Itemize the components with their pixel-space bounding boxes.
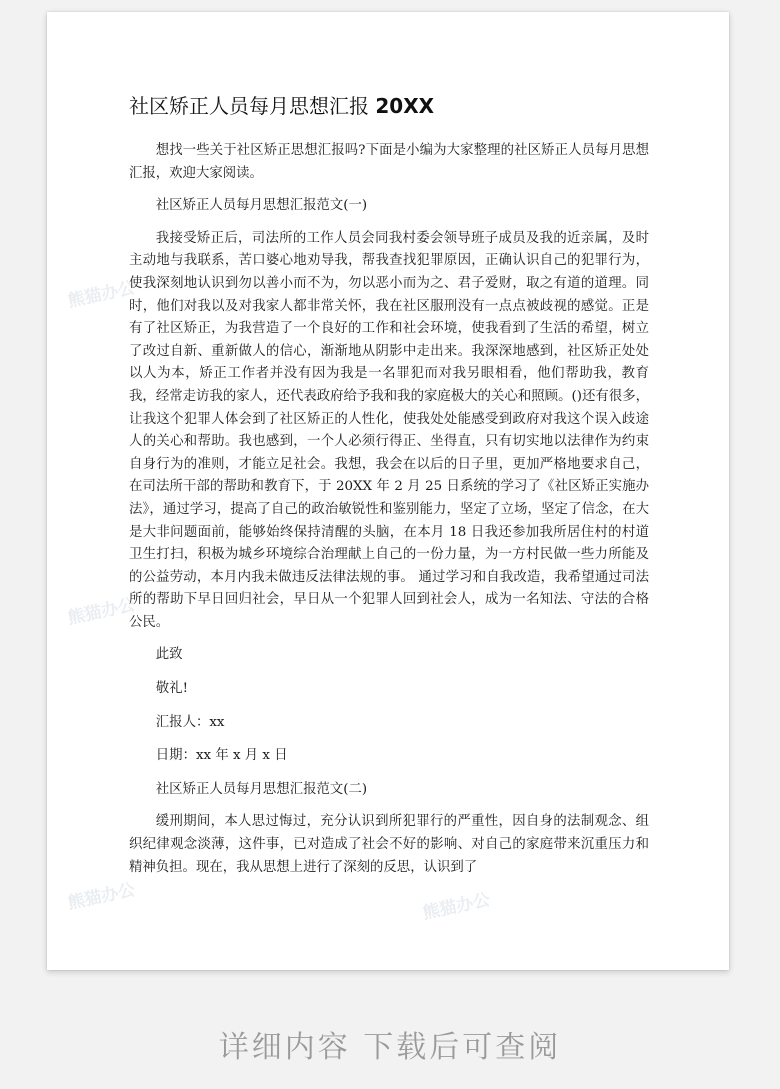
title-text: 社区矫正人员每月思想汇报 bbox=[129, 94, 369, 118]
watermark: 熊猫办公 bbox=[66, 880, 137, 914]
closing-line-2: 敬礼! bbox=[155, 681, 188, 697]
download-prompt: 详细内容 下载后可查阅 bbox=[218, 1030, 562, 1065]
section1-heading: 社区矫正人员每月思想汇报范文(一) bbox=[155, 198, 368, 214]
watermark: 熊猫办公 bbox=[66, 595, 137, 629]
document-content bbox=[129, 90, 649, 889]
title-year: 20XX bbox=[375, 94, 435, 118]
closing-line-1: 此致 bbox=[155, 647, 183, 663]
section1-body: 我接受矫正后，司法所的工作人员会同我村委会领导班子成员及我的近亲属，及时主动地与我联系，苦口婆心地劝导我，帮我查找犯罪原因，正确认识自己的犯罪行为，使我深刻地认识到勿以善小而不为，勿以恶小而为之、君子爱财，取之有道的道理。同时，他们对我以及对我家人都非常关怀，我在社区服刑没有一点点被歧视的感觉。正是有了社区矫正，为我营造了一个良好的工作和社会环境，使我看到了生活的希望，树立了改过自新、重新做人的信心，渐渐地从阴影中走出来。我深深地感到，社区矫正处处以人为本，矫正工作者并没有因为我是一名罪犯而对我另眼相看，他们帮助我，教育我，经常走访我的家人，还代表政府给予我和我的家庭极大的关心和照顾。()还有很多，让我这个犯罪人体会到了社区矫正的人性化，使我处处能感受到政府对我这个误入歧途人的关心和帮助。我也感到，一个人必须行得正、坐得直，只有切实地以法律作为约束自身行为的准则，才能立足社会。我想，我会在以后的日子里，更加严格地要求自己，在司法所干部的帮助和教育下，于 20XX 年 2 月 25 日系统的学习了《社区矫正实施办法》，通过学习，提高了自己的政治敏锐性和鉴别能力，坚定了立场，坚定了信念，在大是大非问题面前，能够始终保持清醒的头脑，在本月 18 日我还参加我所居住村的村道卫生打扫，积极为城乡环境综合治理献上自己的一份力量，为一方村民做一些力所能及的公益劳动，本月内我未做违反法律法规的事。 通过学习和自我改造，我希望通过司法所的帮助下早日回归社会，早日从一个犯罪人回到社会人，成为一名知法、守法的合格公民。 bbox=[129, 230, 649, 630]
watermark: 熊猫办公 bbox=[421, 890, 492, 924]
reporter-line: 汇报人：xx bbox=[155, 714, 225, 730]
document-title bbox=[129, 90, 649, 122]
document-page bbox=[47, 12, 729, 970]
intro-paragraph: 想找一些关于社区矫正思想汇报吗?下面是小编为大家整理的社区矫正人员每月思想汇报，欢迎大家阅读。 bbox=[129, 143, 649, 181]
section2-heading: 社区矫正人员每月思想汇报范文(二) bbox=[155, 781, 368, 797]
section2-body: 缓刑期间，本人思过悔过，充分认识到所犯罪行的严重性，因自身的法制观念、组织纪律观念淡薄，这件事，已对造成了社会不好的影响、对自己的家庭带来沉重压力和精神负担。现在，我从思想上进行了深刻的反思，认识到了 bbox=[129, 814, 649, 875]
watermark: 熊猫办公 bbox=[66, 278, 137, 312]
date-line: 日期：xx 年 x 月 x 日 bbox=[155, 748, 288, 764]
